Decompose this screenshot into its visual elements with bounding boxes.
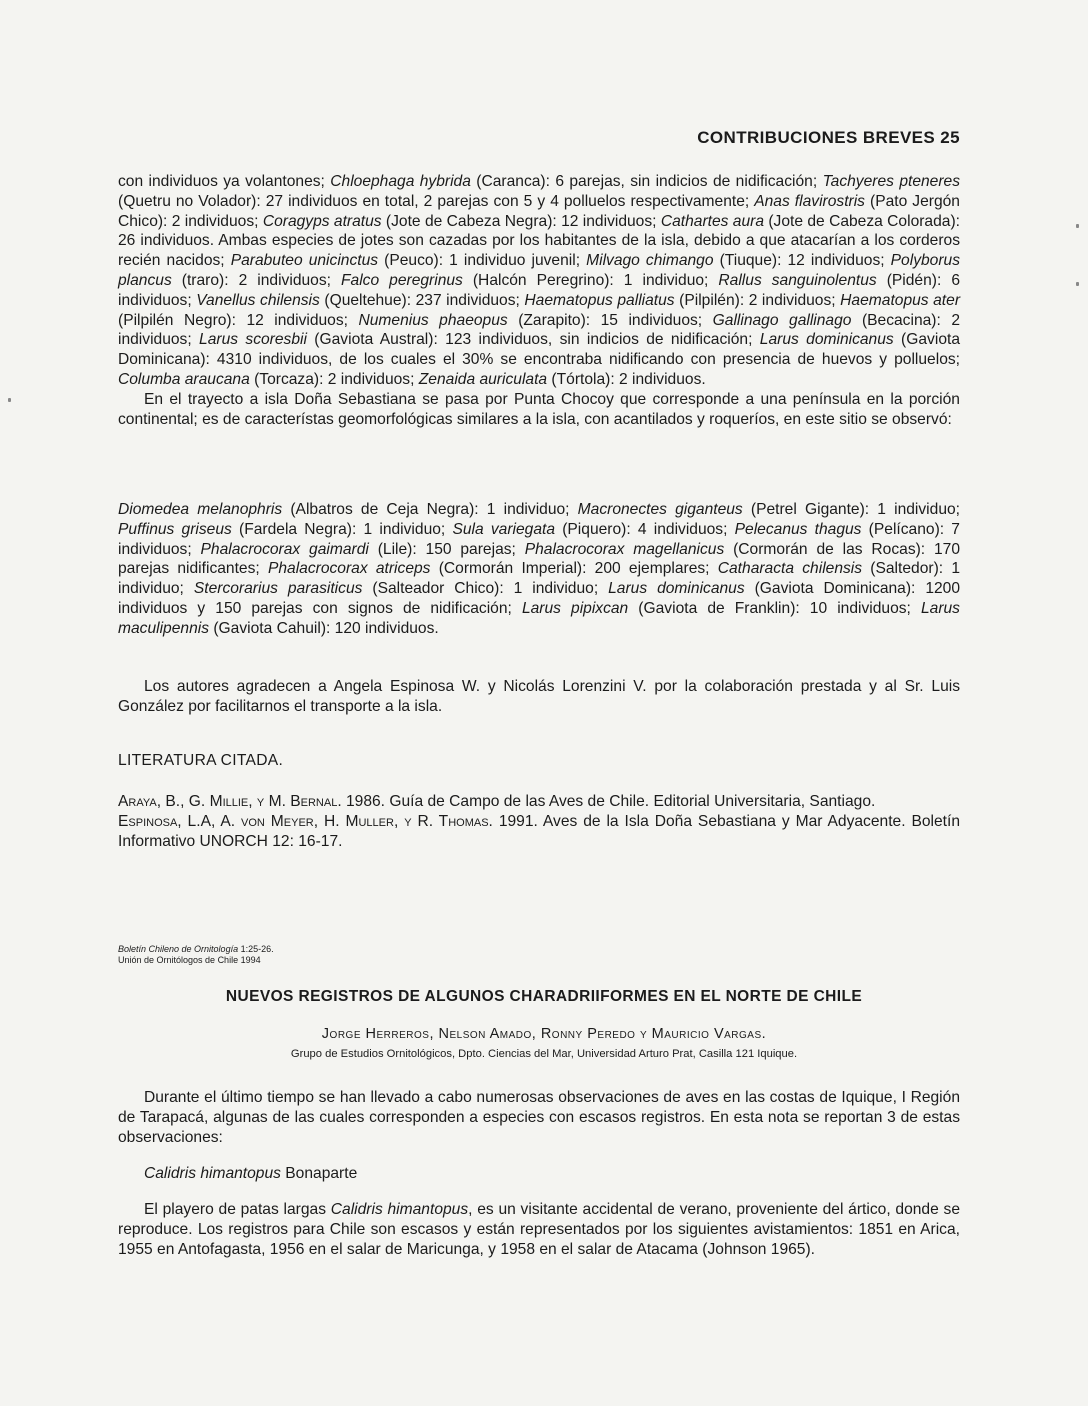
running-header: CONTRIBUCIONES BREVES 25 [697,128,960,147]
citation-line-2: Unión de Ornitólogos de Chile 1994 [118,955,261,965]
journal-citation [118,944,274,966]
journal-name: Boletín Chileno de Ornitología [118,944,239,954]
introduction [118,1088,960,1147]
literature-heading: LITERATURA CITADA. [118,752,284,769]
references [118,792,960,851]
author-affiliation: Grupo de Estudios Ornitológicos, Dpto. Ciencias del Mar, Universidad Arturo Prat, Casilla 121 Iquique. [290,1048,798,1060]
reference-2 [118,812,960,852]
reference-1-text: 1986. Guía de Campo de las Aves de Chile. Editorial Universitaria, Santiago. [341,793,876,810]
species-account [118,1200,960,1259]
article-title: NUEVOS REGISTROS DE ALGUNOS CHARADRIIFORMES EN EL NORTE DE CHILE [225,988,863,1005]
paragraph-5: Durante el último tiempo se han llevado a cabo numerosas observaciones de aves en las costas de Iquique, I Región de Tarapacá, algunas de las cuales corresponden a especies con escasos registros. En esta nota se reportan 3 de estas observaciones: [118,1089,960,1146]
subheading-species-name: Calidris himantopus [144,1165,281,1182]
citation-line-1 [118,944,274,955]
journal-volume: 1:25-26. [238,944,274,954]
reference-2-authors: Espinosa, L.A, A. von Meyer, H. Muller, y R. Thomas. [118,812,493,830]
paragraph-6-species: Calidris himantopus [330,1201,469,1218]
paragraph-3: Diomedea melanophris (Albatros de Ceja Negra): 1 individuo; Macronectes giganteus (Petrel Gigante): 1 individuo; Puffinus griseus (Fardela Negra): 1 individuo; Sula variegata (Piquero): 4 individuos; Pelecanus thagus (Pelícano): 7 individuos; Phalacrocorax gaimardi (Lile): 150 parejas; Phalacrocorax magellanicus (Cormorán de las Rocas): 170 parejas nidificantes; Phalacrocorax atriceps (Cormorán Imperial): 200 ejemplares; Catharacta chilensis (Saltedor): 1 individuo; Stercorarius parasiticus (Salteador Chico): 1 individuo; Larus dominicanus (Gaviota Dominicana): 1200 individuos y 150 parejas con signos de nidificación; Larus pipixcan (Gaviota de Franklin): 10 individuos; Larus maculipennis (Gaviota Cahuil): 120 individuos. [118,501,961,637]
paragraph-6 [118,1200,960,1259]
reference-2-text: 1991. Aves de la Isla Doña Sebastiana y Mar Adyacente. Boletín Informativo UNORCH 12: 16-17. [118,812,961,850]
subheading-author: Bonaparte [280,1165,358,1182]
paragraph-6-body: , es un visitante accidental de verano, proveniente del ártico, donde se reproduce. Los registros para Chile son escasos y están representados por los siguientes avistamientos: 1851 en Arica, 1955 en Antofagasta, 1956 en el salar de Maricunga, y 1958 en el salar de Atacama (Johnson 1965). [118,1201,960,1258]
paragraph-species-list-punta-chocoy [118,500,960,639]
paragraph-species-list-island [118,172,960,429]
paragraph-1: con individuos ya volantones; Chloephaga hybrida (Caranca): 6 parejas, sin indicios de nidificación; Tachyeres pteneres (Quetru no Volador): 27 individuos en total, 2 parejas con 5 y 4 polluelos respectivamente; Anas flavirostris (Pato Jergón Chico): 2 individuos; Coragyps atratus (Jote de Cabeza Negra): 12 individuos; Cathartes aura (Jote de Cabeza Colorada): 26 individuos. Ambas especies de jotes son cazadas por los habitantes de la isla, debido a que atacarían a los corderos recién nacidos; Parabuteo unicinctus (Peuco): 1 individuo juvenil; Milvago chimango (Tiuque): 12 individuos; Polyborus plancus (traro): 2 individuos; Falco peregrinus (Halcón Peregrino): 1 individuo; Rallus sanguinolentus (Pidén): 6 individuos; Vanellus chilensis (Queltehue): 237 individuos; Haematopus palliatus (Pilpilén): 2 individuos; Haematopus ater (Pilpilén Negro): 12 individuos; Numenius phaeopus (Zarapito): 15 individuos; Gallinago gallinago (Becacina): 2 individuos; Larus scoresbii (Gaviota Austral): 123 individuos, sin indicios de nidificación; Larus dominicanus (Gaviota Dominicana): 4310 individuos, de los cuales el 30% se encontraba nidificando con presencia de huevos y polluelos; Columba araucana (Torcaza): 2 individuos; Zenaida auriculata (Tórtola): 2 individuos. [118,173,961,388]
reference-1-authors: Araya, B., G. Millie, y M. Bernal. [118,793,342,810]
scan-speck [8,398,11,402]
paragraph-2: En el trayecto a isla Doña Sebastiana se pasa por Punta Chocoy que corresponde a una península en la porción continental; es de característas geomorfológicas similares a la isla, con acantilados y roqueríos, en este sitio se observó: [118,390,960,428]
species-subheading [144,1165,357,1183]
article-authors: Jorge Herreros, Nelson Amado, Ronny Peredo y Mauricio Vargas. [321,1026,767,1042]
reference-1 [118,792,960,812]
scan-speck [1076,282,1079,286]
paragraph-4: Los autores agradecen a Angela Espinosa W. y Nicolás Lorenzini V. por la colaboración prestada y al Sr. Luis González por facilitarnos el transporte a la isla. [118,678,960,715]
acknowledgements [118,677,960,717]
paragraph-6-intro: El playero de patas largas [144,1201,331,1218]
scan-speck [1076,224,1079,228]
